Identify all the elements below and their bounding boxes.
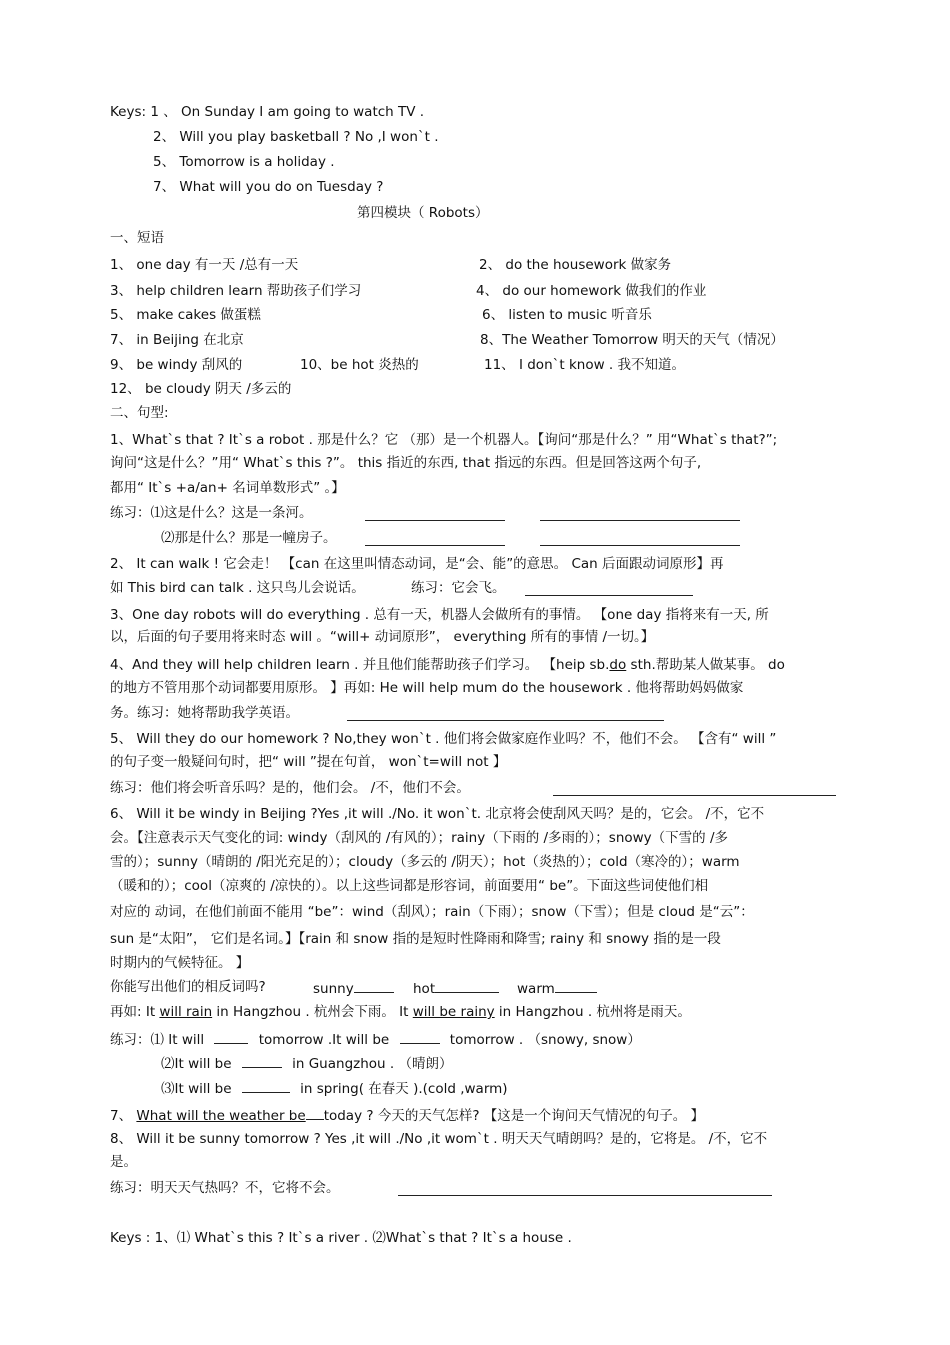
underlined-will-rain: will rain	[159, 1004, 213, 1020]
exercise-6b: ⑵It will be in Guangzhou . （晴朗）	[161, 1053, 452, 1073]
answer-blank-4[interactable]	[347, 720, 664, 721]
s2-line2b: 练习：它会飞。	[411, 580, 506, 596]
s8-line1: 8、 Will it be sunny tomorrow ? Yes ,it will ./No ,it wom`t . 明天天气晴朗吗？是的，它将是。 /不，它不	[110, 1131, 768, 1147]
s5-exercise: 练习：他们将会听音乐吗？是的，他们会。 /不，他们不会。	[110, 780, 470, 796]
s2-line2a: 如 This bird can talk . 这只鸟儿会说话。	[110, 580, 365, 596]
s8-line2: 是。	[110, 1154, 137, 1170]
s6-line4: （暖和的）；cool（凉爽的 /凉快的）。以上这些词都是形容词，前面要用“ be”。下面这些词使他们相	[110, 878, 709, 894]
s8-exercise: 练习：明天天气热吗？不，它将不会。	[110, 1180, 340, 1196]
underlined-what-will-weather-be: What will the weather be	[136, 1108, 306, 1124]
s5-line1: 5、 Will they do our homework ? No,they won`t . 他们将会做家庭作业吗？不，他们不会。 【含有“ will ”	[110, 731, 777, 747]
keys-top-5: 5、 Tomorrow is a holiday .	[153, 154, 335, 170]
keys-top-7: 7、 What will you do on Tuesday ?	[153, 179, 384, 195]
phrase-4: 4、 do our homework 做我们的作业	[476, 283, 707, 299]
exercise-1b: ⑵那是什么？那是一幢房子。	[161, 530, 337, 546]
blank-6b[interactable]	[242, 1053, 282, 1068]
antonym-warm: warm	[517, 978, 597, 998]
answer-blank-1a-q[interactable]	[365, 520, 505, 521]
s6-line3: 雪的）；sunny（晴朗的 /阳光充足的）；cloudy（多云的 /阴天）；hot（炎热的）；cold（寒冷的）；warm	[110, 854, 740, 870]
s5-line2: 的句子变一般疑问句时，把“ will ”提在句首， won`t=will not 】	[110, 754, 507, 770]
phrase-7: 7、 in Beijing 在北京	[110, 332, 244, 348]
antonym-sunny: sunny	[313, 978, 394, 998]
phrase-6: 6、 listen to music 听音乐	[482, 307, 652, 323]
antonym-hot: hot	[413, 978, 499, 998]
s6-line5: 对应的 动词，在他们前面不能用 “be”：wind（刮风）；rain（下雨）；snow（下雪）；但是 cloud 是“云”：	[110, 904, 754, 920]
section2-heading: 二、句型:	[110, 405, 169, 421]
answer-blank-1b-q[interactable]	[365, 545, 505, 546]
answer-blank-1a-a[interactable]	[540, 520, 740, 521]
phrase-12: 12、 be cloudy 阴天 /多云的	[110, 381, 292, 397]
phrase-11: 11、 I don`t know . 我不知道。	[484, 357, 686, 373]
underlined-will-be-rainy: will be rainy	[412, 1004, 495, 1020]
answer-blank-1b-a[interactable]	[540, 545, 740, 546]
section1-heading: 一、短语	[110, 230, 164, 246]
s4-line3: 务。练习：她将帮助我学英语。	[110, 705, 299, 721]
antonym-warm-blank[interactable]	[555, 978, 597, 993]
phrase-8: 8、The Weather Tomorrow 明天的天气（情况）	[480, 332, 784, 348]
s4-line1: 4、And they will help children learn . 并且他们能帮助孩子们学习。 【heip sb.do sth.帮助某人做某事。 do	[110, 657, 785, 673]
s4-line2: 的地方不管用那个动词都要用原形。 】再如: He will help mum do the housework . 他将帮助妈妈做家	[110, 680, 744, 696]
phrase-1: 1、 one day 有一天 /总有一天	[110, 257, 299, 273]
s6-line7: 时期内的气候特征。 】	[110, 955, 250, 971]
keys-top-1: Keys: 1 、 On Sunday I am going to watch TV .	[110, 104, 425, 120]
answer-blank-5[interactable]	[553, 795, 836, 796]
phrase-2: 2、 do the housework 做家务	[479, 257, 672, 273]
module-title: 第四模块（ Robots）	[357, 205, 489, 221]
example-line: 再如: It will rain in Hangzhou . 杭州会下雨。 It will be rainy in Hangzhou . 杭州将是雨天。	[110, 1004, 691, 1020]
phrase-5: 5、 make cakes 做蛋糕	[110, 307, 261, 323]
s2-line1: 2、 It can walk ! 它会走！ 【can 在这里叫情态动词，是“会、能”的意思。 Can 后面跟动词原形】再	[110, 556, 724, 572]
answer-blank-8[interactable]	[398, 1195, 772, 1196]
underlined-do: do	[609, 657, 627, 673]
s3-line2: 以，后面的句子要用将来时态 will 。“will+ 动词原形”， everything 所有的事情 /一切。】	[110, 629, 655, 645]
phrase-3: 3、 help children learn 帮助孩子们学习	[110, 283, 362, 299]
answer-blank-2[interactable]	[525, 595, 693, 596]
blank-6c[interactable]	[242, 1078, 290, 1093]
exercise-6a: 练习：⑴ It will tomorrow .It will be tomorrow . （snowy, snow）	[110, 1029, 641, 1049]
s3-line1: 3、One day robots will do everything . 总有一天，机器人会做所有的事情。 【one day 指将来有一天, 所	[110, 607, 769, 623]
exercise-6c: ⑶It will be in spring( 在春天 ).(cold ,warm)	[161, 1078, 508, 1098]
s7-line: 7、 What will the weather be today ? 今天的天气怎样? 【这是一个询问天气情况的句子。 】	[110, 1105, 704, 1125]
exercise-1a: 练习：⑴这是什么？这是一条河。	[110, 505, 313, 521]
keys-bottom: Keys : 1、⑴ What`s this ? It`s a river . ⑵What`s that ? It`s a house .	[110, 1230, 572, 1246]
s6-line6: sun 是“太阳”， 它们是名词。】【rain 和 snow 指的是短时性降雨和降雪; rainy 和 snowy 指的是一段	[110, 931, 721, 947]
s6-line2: 会。【注意表示天气变化的词: windy（刮风的 /有风的）；rainy（下雨的 /多雨的）；snowy（下雪的 /多	[110, 830, 729, 846]
s1-line3: 都用“ It`s +a/an+ 名词单数形式” 。】	[110, 480, 345, 496]
antonym-prompt: 你能写出他们的相反词吗?	[110, 979, 266, 995]
s7-underline-tail	[306, 1105, 324, 1120]
keys-top-2: 2、 Will you play basketball ? No ,I won`t .	[153, 129, 439, 145]
phrase-9: 9、 be windy 刮风的	[110, 357, 243, 373]
s1-line1: 1、What`s that ? It`s a robot . 那是什么？它 （那）是一个机器人。【询问“那是什么？” 用“What`s that?”;	[110, 432, 778, 448]
phrase-10: 10、be hot 炎热的	[300, 357, 419, 373]
blank-6a-1[interactable]	[214, 1029, 248, 1044]
antonym-sunny-blank[interactable]	[354, 978, 394, 993]
blank-6a-2[interactable]	[400, 1029, 440, 1044]
antonym-hot-blank[interactable]	[435, 978, 499, 993]
s6-line1: 6、 Will it be windy in Beijing ?Yes ,it will ./No. it won`t. 北京将会使刮风天吗？是的，它会。 /不，它不	[110, 806, 765, 822]
s1-line2: 询问“这是什么？”用“ What`s this ?”。 this 指近的东西, that 指远的东西。但是回答这两个句子,	[110, 455, 702, 471]
